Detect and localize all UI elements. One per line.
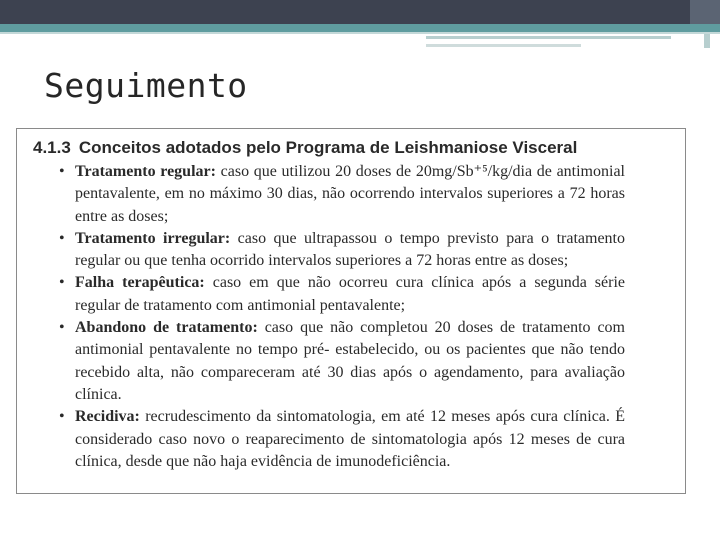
bullet-icon: • (59, 229, 65, 247)
definition-term: Tratamento regular: (75, 163, 216, 180)
definition-text: caso que ultrapassou o tempo previsto para o tratamento regular ou que tenha ocorrido intervalos superiores a 72 horas entre as doses; (75, 229, 625, 270)
bullet-icon: • (59, 408, 65, 426)
list-item (59, 161, 625, 228)
definition-text: caso que utilizou 20 doses de 20mg/Sb⁺⁵/kg/dia de antimonial pentavalente, em no máximo 30 dias, não ocorrendo intervalos superiores a 72 horas entre as doses; (75, 163, 625, 225)
list-item (59, 228, 625, 273)
definition-term: Falha terapêutica: (75, 274, 205, 292)
definition-text: recrudescimento da sintomatologia, em até 12 meses após cura clínica. É considerado caso novo o reaparecimento de sintomatologia após 12 meses de cura clínica, desde que não haja evidência de imunodeficiência. (75, 408, 625, 470)
section-title: Conceitos adotados pelo Programa de Leishmaniose Visceral (78, 138, 578, 157)
bullet-icon: • (59, 319, 65, 337)
decorative-line (704, 34, 710, 48)
header-accent-tab (690, 0, 720, 24)
decorative-line (426, 36, 671, 39)
list-item (59, 406, 625, 473)
definitions-list (59, 161, 625, 473)
header-teal-band (0, 24, 720, 32)
bullet-icon: • (59, 163, 65, 180)
definition-text: caso em que não ocorreu cura clínica após a segunda série regular de tratamento com antimonial pentavalente; (75, 274, 625, 314)
decorative-line (426, 44, 581, 47)
section-number: 4.1.3 (33, 138, 71, 157)
document-excerpt (16, 128, 686, 494)
section-heading (33, 138, 577, 158)
definition-text: caso que não completou 20 doses de tratamento com antimonial pentavalente no tempo pré- estabelecido, ou os pacientes que não tendo recebido alta, não compareceram até 30 dias após o agendamento, para avaliação clínica. (75, 319, 625, 403)
slide-title: Seguimento (44, 66, 248, 105)
header-divider-line (0, 32, 720, 34)
slide-header-bar (0, 0, 720, 24)
definition-term: Tratamento irregular: (75, 229, 231, 247)
definition-term: Abandono de tratamento: (75, 319, 258, 337)
list-item (59, 272, 625, 317)
definition-term: Recidiva: (75, 408, 140, 426)
list-item (59, 317, 625, 406)
bullet-icon: • (59, 274, 65, 292)
